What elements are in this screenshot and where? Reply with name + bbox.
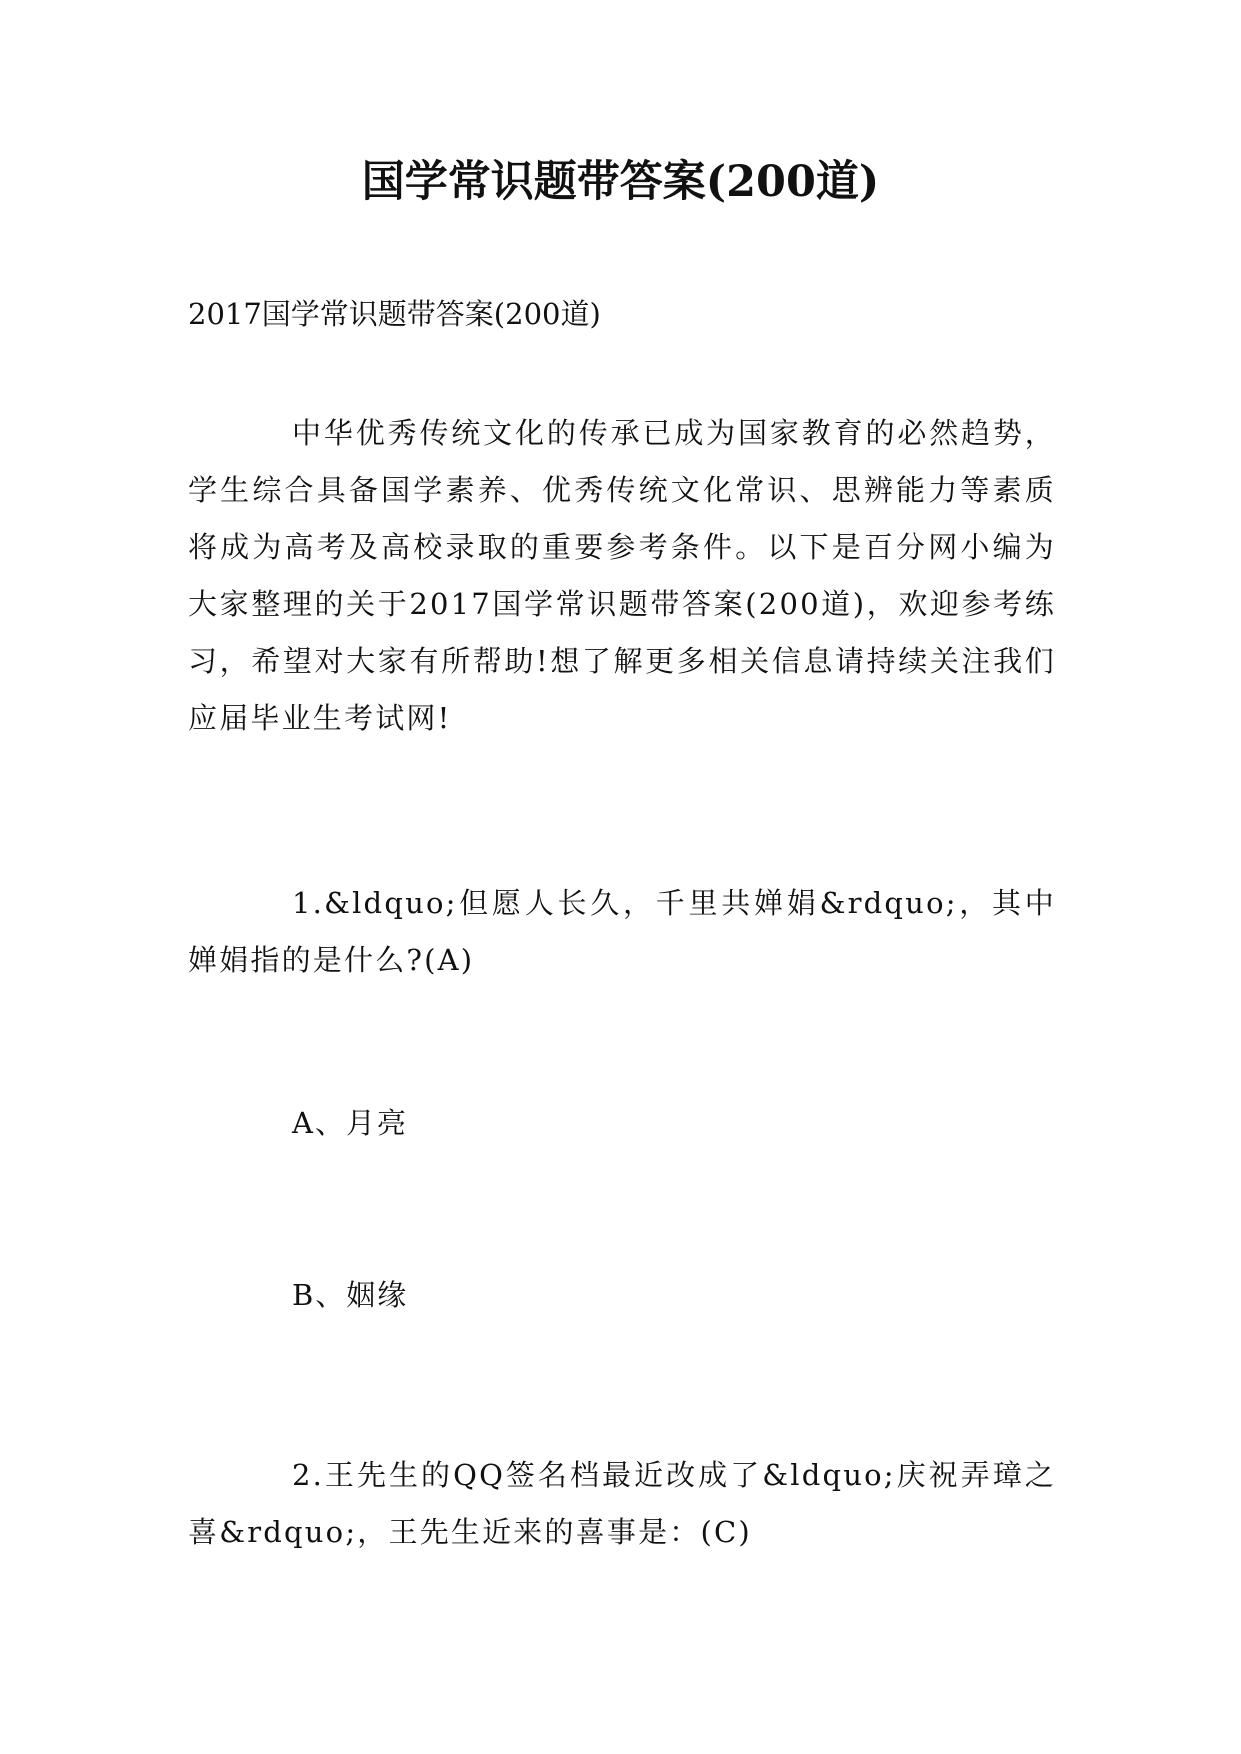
question-1-option-a: A、月亮: [292, 1106, 408, 1140]
question-1: 1.&ldquo;但愿人长久，千里共婵娟&rdquo;，其中婵娟指的是什么?(A): [188, 886, 1056, 977]
question-1-option-b: B、姻缘: [292, 1278, 409, 1312]
question-2: 2.王先生的QQ签名档最近改成了&ldquo;庆祝弄璋之喜&rdquo;，王先生近来的喜事是：(C): [188, 1458, 1056, 1549]
document-title: 国学常识题带答案(200道): [361, 157, 880, 207]
document-subtitle: 2017国学常识题带答案(200道): [188, 297, 601, 331]
intro-paragraph: 中华优秀传统文化的传承已成为国家教育的必然趋势，学生综合具备国学素养、优秀传统文化常识、思辨能力等素质将成为高考及高校录取的重要参考条件。以下是百分网小编为大家整理的关于2017国学常识题带答案(200道)，欢迎参考练习，希望对大家有所帮助!想了解更多相关信息请持续关注我们应届毕业生考试网!: [188, 416, 1056, 735]
